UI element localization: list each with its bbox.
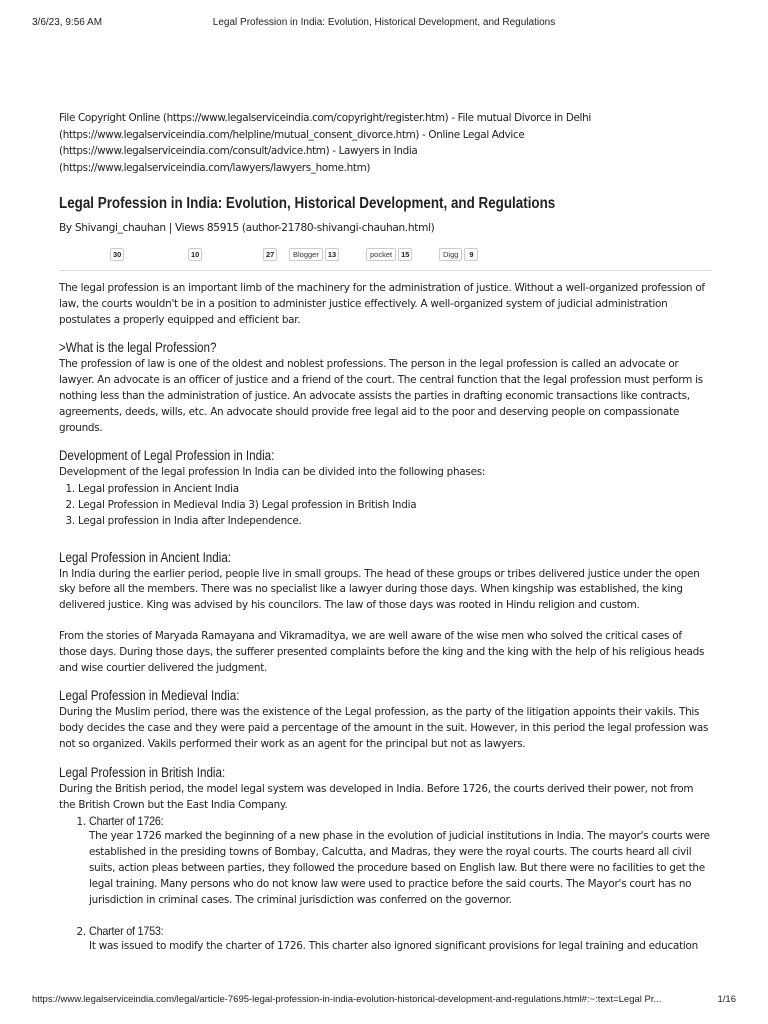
phases-list <box>59 482 710 529</box>
blogger-share-label: Blogger <box>289 248 323 261</box>
medieval-paragraph: During the Muslim period, there was the existence of the Legal profession, as the party of the litigation appoints their vakils. This body decides the case and they were paid a percentage of the amount in the suit. However, in this period the legal profession was not so organized. Vakils performed their work as an agent for the principal but not as lawyers. <box>59 706 709 750</box>
share-count: 9 <box>464 248 478 261</box>
top-link-line[interactable]: (https://www.legalserviceindia.com/consult/advice.htm) - Lawyers in India <box>59 145 418 157</box>
ancient-paragraph-1: In India during the earlier period, people live in small groups. The head of these groups or tribes delivered justice under the open sky before all the members. There was no specialist like a lawyer during those days. When kingship was established, the king delivered justice. King was advised by his councilors. The law of those days was rooted in Hindu religion and custom. <box>59 567 700 612</box>
share-button[interactable] <box>108 248 124 261</box>
digg-share-label: Digg <box>439 248 462 261</box>
print-footer <box>32 994 736 1008</box>
list-item: 3. Legal profession in India after Independence. <box>78 514 710 530</box>
top-link-line[interactable]: (https://www.legalserviceindia.com/helpline/mutual_consent_divorce.htm) - Online Legal Advice <box>59 128 525 141</box>
share-bar <box>59 244 710 264</box>
divider <box>59 270 711 271</box>
development-paragraph: Development of the legal profession In India can be divided into the following phases: <box>59 466 486 479</box>
list-item <box>89 813 710 908</box>
section-heading-medieval: Legal Profession in Medieval India: <box>59 688 240 705</box>
share-count: 30 <box>110 248 124 261</box>
section-heading-british: Legal Profession in British India: <box>59 764 226 781</box>
what-is-paragraph: The profession of law is one of the oldest and noblest professions. The person in the legal profession is called an advocate or lawyer. An advocate is an officer of justice and a friend of the court. The central function that the legal profession must perform is nothing less than the administration of justice. An advocate assists the parties in drafting economic transactions like contracts, agreements, deeds, wills, etc. An advocate should provide free legal aid to the poor and deserving people on compassionate grounds. <box>59 358 703 434</box>
article-byline[interactable]: By Shivangi_chauhan | Views 85915 (author-21780-shivangi-chauhan.html) <box>59 222 435 234</box>
charter-text: The year 1726 marked the beginning of a new phase in the evolution of judicial institutions in India. The mayor's courts were established in the presiding towns of Bombay, Calcutta, and Madras, they were the royal courts. The courts heard all civil suits, action pleas between parties, they followed the procedure based on English law. But there were no facilities to get the legal training. Many persons who do not know law were used to practice before the said courts. The Mayor's court has no jurisdiction in criminal cases. The criminal jurisdiction was conferred on the governor. <box>89 830 710 906</box>
intro-paragraph: The legal profession is an important limb of the machinery for the administration of justice. Without a well-organized profession of law, the courts wouldn't be in a position to administer justice effectively. A well-organized system of judicial administration postulates a properly equipped and efficient bar. <box>59 282 705 326</box>
section-heading-what-is: >What is the legal Profession? <box>59 340 217 357</box>
share-button[interactable] <box>261 248 277 261</box>
pocket-share-button[interactable] <box>366 248 412 261</box>
page-number: 1/16 <box>717 994 736 1005</box>
print-url: https://www.legalserviceindia.com/legal/article-7695-legal-profession-in-india-evolution-historical-development-and-regulations.html#:~:text=Legal Pr... <box>32 994 662 1005</box>
article-content <box>59 110 710 955</box>
section-heading-development: Development of Legal Profession in India: <box>59 448 275 465</box>
share-count: 13 <box>325 248 339 261</box>
list-item: 1. Legal profession in Ancient India <box>78 482 710 498</box>
charters-list <box>59 813 710 955</box>
share-button[interactable] <box>186 248 202 261</box>
top-link-line[interactable]: File Copyright Online (https://www.legalserviceindia.com/copyright/register.htm) - File mutual Divorce in Delhi <box>59 112 591 124</box>
top-links <box>59 110 710 178</box>
digg-share-button[interactable] <box>439 248 478 261</box>
print-datetime: 3/6/23, 9:56 AM <box>32 17 103 28</box>
article-title: Legal Profession in India: Evolution, Historical Development, and Regulations <box>59 195 556 212</box>
print-page-title: Legal Profession in India: Evolution, Historical Development, and Regulations <box>212 17 556 28</box>
list-item: 2. Legal Profession in Medieval India 3) Legal profession in British India <box>78 498 710 514</box>
list-item <box>89 923 710 955</box>
british-paragraph: During the British period, the model legal system was developed in India. Before 1726, the courts derived their power, not from the British Crown but the East India Company. <box>59 782 694 811</box>
pocket-share-label: pocket <box>366 248 396 261</box>
top-link-line[interactable]: (https://www.legalserviceindia.com/lawyers/lawyers_home.htm) <box>59 161 371 174</box>
charter-title: 2. Charter of 1753: <box>89 924 164 939</box>
print-header <box>32 17 736 31</box>
section-heading-ancient: Legal Profession in Ancient India: <box>59 549 232 566</box>
ancient-paragraph-2: From the stories of Maryada Ramayana and Vikramaditya, we are well aware of the wise men who solved the critical cases of those days. During those days, the sufferer presented complaints before the king and the king with the help of his religious heads and wise courtier delivered the judgment. <box>59 629 705 674</box>
charter-title: 1. Charter of 1726: <box>89 814 164 829</box>
share-count: 10 <box>188 248 202 261</box>
charter-text: It was issued to modify the charter of 1726. This charter also ignored significant provisions for legal training and education <box>89 940 698 953</box>
share-count: 15 <box>398 248 412 261</box>
blogger-share-button[interactable] <box>289 248 339 261</box>
share-count: 27 <box>263 248 277 261</box>
